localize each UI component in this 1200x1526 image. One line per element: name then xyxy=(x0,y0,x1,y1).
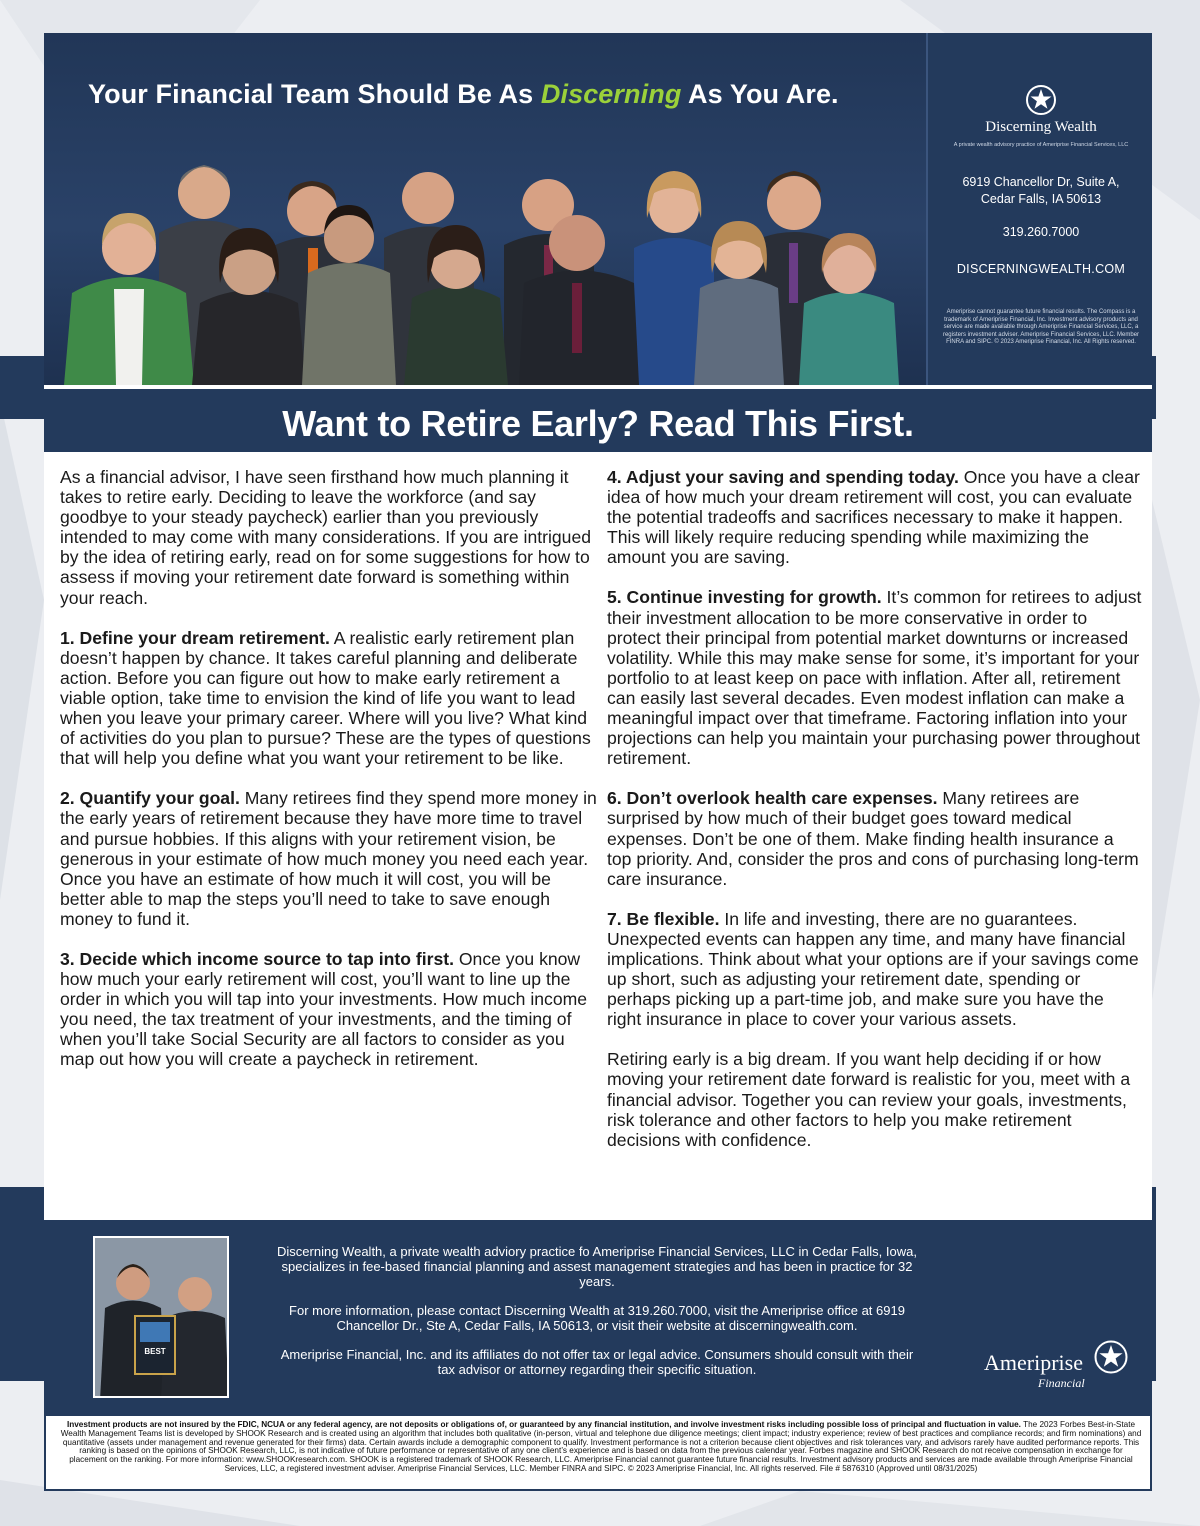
phone-number: 319.260.7000 xyxy=(1002,225,1080,239)
title-bar xyxy=(44,385,1152,452)
contact-paragraph: For more information, please contact Discerning Wealth at 319.260.7000, visit the Ameriprise office at 6919 Chancellor Dr., Ste A, Cedar Falls, IA 50613, or visit their website at discerningwealth.com. xyxy=(289,1303,905,1333)
step-paragraph xyxy=(607,467,1142,567)
brand-tagline: A private wealth advisory practice of Ameriprise Financial Services, LLC xyxy=(953,142,1129,148)
header-banner xyxy=(44,33,1152,385)
article-body xyxy=(44,452,1152,1220)
disclaimer-body: The 2023 Forbes Best-in-State Wealth Management Teams list is developed by SHOOK Research and is created using an algorithm that includes both qualitative (in-person, virtual and telephone due diligence meetings; client impact; industry experience; review of best practices and compliance records; and firm nominations) and quantitative (assets under management and revenue generated for their firms) data. Certain awards include a demographic component to qualify. Investment performance is not a criterion because client objectives and risk tolerances vary, and advisors rarely have audited performance reports. This ranking is based on the opinions of SHOOK Research, LLC, is not indicative of future performance or representative of any one client’s experience and is based on data from the previous calendar year. Forbes magazine and SHOOK Research do not receive compensation in exchange for placement on the ranking. For more information: www.SHOOKresearch.com. SHOOK is a registered trademark of SHOOK Research, LLC. Ameriprise Financial cannot guarantee future financial results. Investment advisory products and services are made available through Ameriprise Financial Services, LLC, a registered investment adviser. Ameriprise Financial Services, LLC. Member FINRA and SIPC. © 2023 Ameriprise Financial, Inc. All rights reserved. File # 5876310 (Approved until 08/31/2025) xyxy=(60,1420,1142,1473)
firm-bio xyxy=(272,1244,922,1391)
address-line-1: 6919 Chancellor Dr, Suite A, xyxy=(962,175,1120,189)
award-plaque-text: BEST xyxy=(144,1347,166,1356)
step-heading: 2. Quantify your goal. xyxy=(60,788,240,809)
website-link[interactable]: DISCERNINGWEALTH.COM xyxy=(956,262,1126,276)
address-line-2: Cedar Falls, IA 50613 xyxy=(980,192,1102,206)
step-body: It’s common for retirees to adjust their investment allocation to be more conservative in order to protect their principal from potential market downturns or increased volatility. While this may make sense for some, it’s important for your portfolio to at least keep on pace with inflation. After all, retirement can easily last several decades. Even modest inflation can make a meaningful impact over that timeframe. Factoring inflation into your projections can help you maintain your purchasing power throughout retirement. xyxy=(607,587,1142,769)
tax-advice-paragraph: Ameriprise Financial, Inc. and its affiliates do not offer tax or legal advice. Consumers should consult with their tax advisor or attorney regarding their specific situation. xyxy=(280,1347,914,1377)
banner-fine-print: Ameriprise cannot guarantee future financial results. The Compass is a trademark of Ameriprise Financial, Inc. Investment advisory products and service are made available through Ameriprise Financial Services, LLC, a registers investment adviser. Ameriprise Financial Services, LLC. Member FINRA and SIPC. © 2023 Ameriprise Financial, Inc. All Rights reserved. xyxy=(942,309,1140,346)
compass-star-icon xyxy=(1026,85,1056,115)
award-photo xyxy=(93,1236,229,1398)
ameriprise-subtitle: Financial xyxy=(1038,1376,1085,1390)
contact-panel xyxy=(926,33,1152,385)
step-paragraph xyxy=(60,788,600,929)
step-paragraph xyxy=(607,788,1142,888)
brand-name: Discerning Wealth xyxy=(985,119,1097,135)
intro-paragraph: As a financial advisor, I have seen firsthand how much planning it takes to retire early. Deciding to leave the workforce (and say goodbye to your steady paycheck) earlier than you previously intended to may come with many considerations. If you are intrigued by the idea of retiring early, read on for some suggestions for how to assess if moving your retirement date forward is something within your reach. xyxy=(60,467,592,608)
article-column-left xyxy=(60,467,600,1090)
banner-headline: Your Financial Team Should Be As Discerning As You Are. xyxy=(88,79,839,109)
footer-band xyxy=(44,1220,1152,1414)
flyer-page xyxy=(44,33,1152,1491)
step-heading: 7. Be flexible. xyxy=(607,908,720,929)
step-body: In life and investing, there are no guarantees. Unexpected events can happen any time, and many have financial implications. Think about what your options are if your savings come up short, such as adjusting your retirement date, spending or perhaps picking up a part-time job, and make sure you have the right insurance in place to cover your various assets. xyxy=(607,908,1139,1030)
team-photo xyxy=(44,33,926,385)
legal-disclaimer xyxy=(44,1414,1152,1491)
headline-accent-word: Discerning xyxy=(540,79,682,109)
step-body: Once you know how much your early retirement will cost, you’ll want to line up the order in which you will tap into your investments. How much income you need, the tax treatment of your investments, and the timing of when you’ll take Social Security are all factors to consider as you map out how you will create a paycheck in retirement. xyxy=(60,948,588,1070)
step-body: A realistic early retirement plan doesn’t happen by chance. It takes careful planning and deliberate action. Before you can figure out how to make early retirement a viable option, take time to envision the kind of life you want to lead when you leave your primary career. Where will you live? What kind of activities do you plan to pursue? These are the types of questions that will help you define what you want your retirement to be like. xyxy=(60,627,591,769)
disclaimer-text xyxy=(60,1421,1142,1474)
ameriprise-logo xyxy=(984,1340,1134,1390)
article-title: Want to Retire Early? Read This First. xyxy=(282,403,914,444)
step-paragraph xyxy=(607,909,1142,1030)
step-paragraph xyxy=(60,628,600,769)
step-heading: 3. Decide which income source to tap into first. xyxy=(60,948,454,969)
step-body: Many retirees are surprised by how much of their budget goes toward medical expenses. Don’t be one of them. Make finding health insurance a top priority. And, consider the pros and cons of purchasing long-term care insurance. xyxy=(607,788,1139,889)
bio-paragraph: Discerning Wealth, a private wealth adviory practice fo Ameriprise Financial Services, LLC in Cedar Falls, Iowa, specializes in fee-based financial planning and assest management strategies and has been in practice for 32 years. xyxy=(277,1244,917,1289)
ameriprise-wordmark: Ameriprise xyxy=(984,1350,1083,1375)
closing-paragraph: Retiring early is a big dream. If you want help deciding if or how moving your retirement date forward is realistic for you, meet with a financial advisor. Together you can review your goals, investments, risk tolerance and other factors to help you make retirement decisions with confidence. xyxy=(607,1049,1131,1150)
step-body: Once you have a clear idea of how much your dream retirement will cost, you can evaluate the potential tradeoffs and sacrifices necessary to make it happen. This will likely require reducing spending while maximizing the amount you are saving. xyxy=(607,467,1140,568)
step-heading: 1. Define your dream retirement. xyxy=(60,627,330,648)
step-heading: 5. Continue investing for growth. xyxy=(607,587,882,608)
step-paragraph xyxy=(60,949,600,1070)
step-paragraph xyxy=(607,587,1142,768)
disclaimer-lead: Investment products are not insured by the FDIC, NCUA or any federal agency, are not deposits or obligations of, or guaranteed by any financial institution, and involve investment risks including possible loss of principal and fluctuation in value. xyxy=(66,1420,1021,1429)
step-heading: 4. Adjust your saving and spending today. xyxy=(607,467,959,487)
ameriprise-compass-icon xyxy=(1094,1340,1128,1374)
step-heading: 6. Don’t overlook health care expenses. xyxy=(607,788,938,809)
article-column-right xyxy=(607,467,1142,1170)
step-body: Many retirees find they spend more money in the early years of retirement because they have more time to travel and pursue hobbies. If this aligns with your retirement vision, be generous in your estimate of how much money you need each year. Once you have an estimate of how much it will cost, you will be better able to map the steps you’ll need to take to save enough money to fund it. xyxy=(60,788,597,929)
